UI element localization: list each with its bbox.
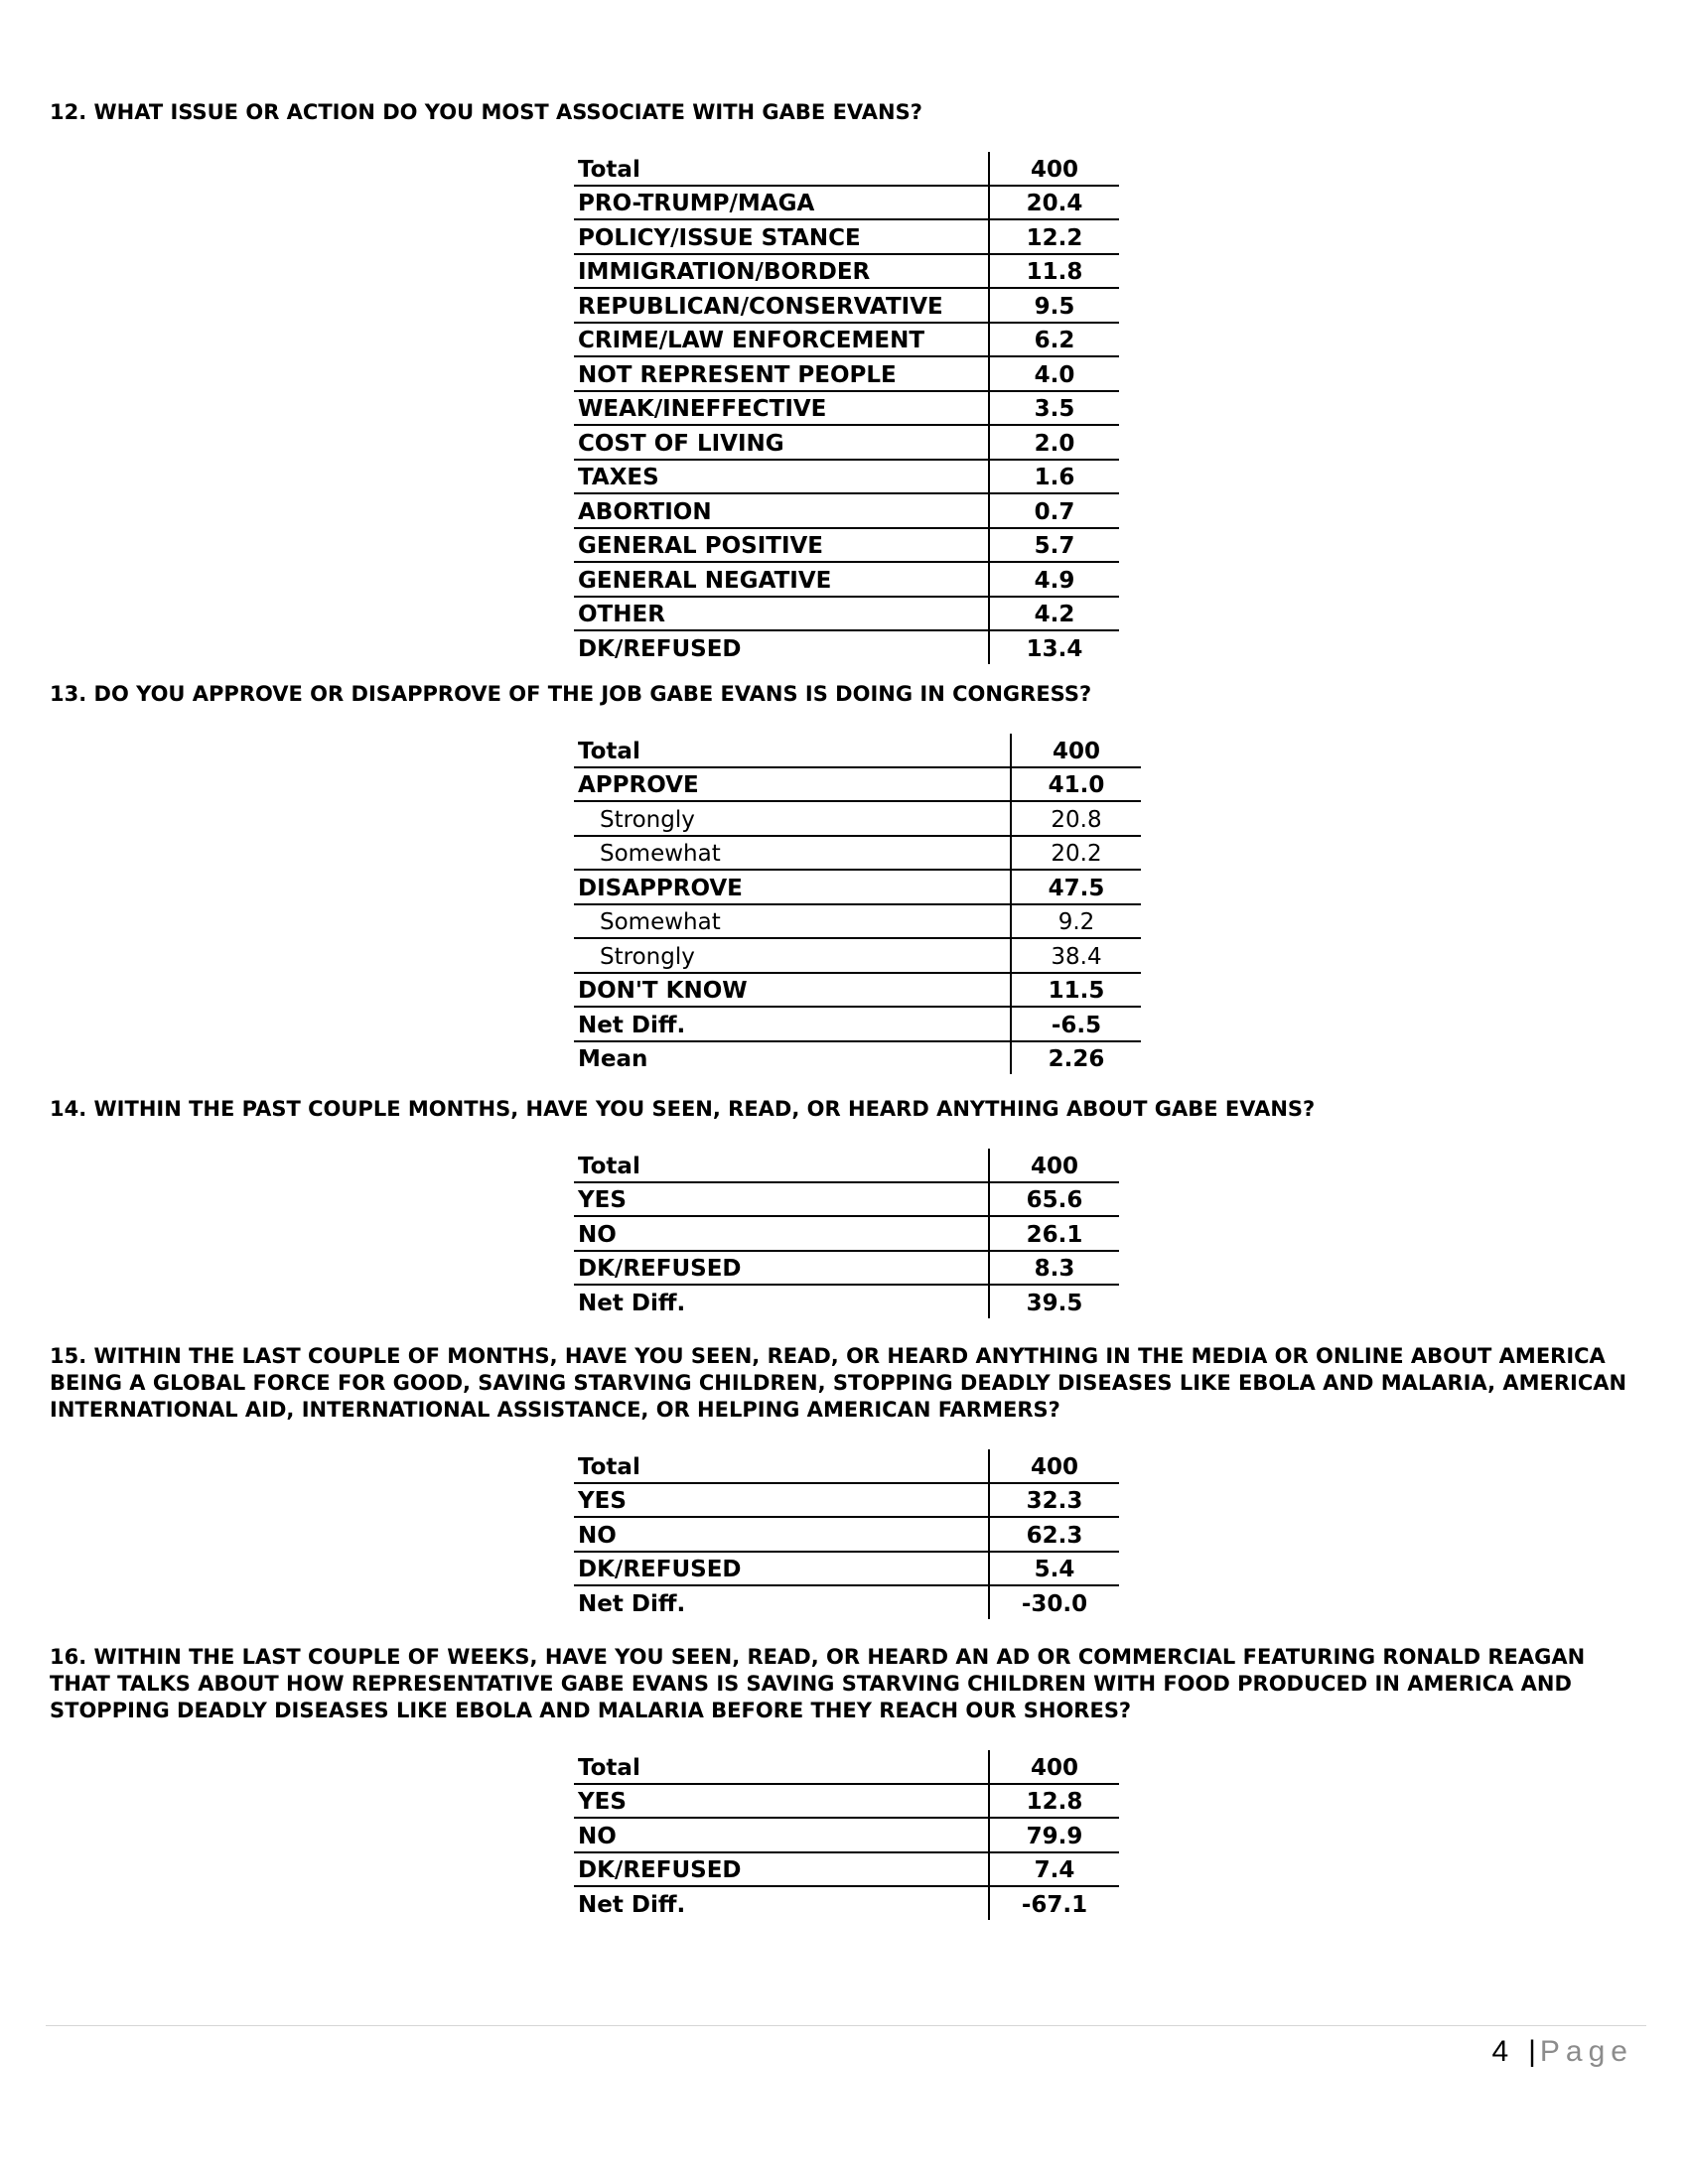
question-13-table — [574, 734, 1141, 1074]
table-row — [574, 1818, 1119, 1852]
row-label: POLICY/ISSUE STANCE — [574, 219, 989, 254]
row-value: 20.2 — [1011, 836, 1141, 871]
row-label: Strongly — [574, 801, 1011, 836]
question-15-table — [574, 1449, 1119, 1619]
row-value: 1.6 — [989, 460, 1119, 494]
row-label: COST OF LIVING — [574, 425, 989, 460]
table-row — [574, 1149, 1119, 1182]
row-value: 38.4 — [1011, 938, 1141, 973]
table-row — [574, 528, 1119, 563]
row-value: 0.7 — [989, 493, 1119, 528]
row-value: 12.2 — [989, 219, 1119, 254]
row-label: Net Diff. — [578, 1590, 686, 1617]
footer-divider — [46, 2025, 1646, 2026]
row-value: 26.1 — [989, 1216, 1119, 1251]
row-label: Mean — [578, 1046, 648, 1072]
row-label: ABORTION — [574, 493, 989, 528]
table-row — [574, 938, 1141, 973]
row-value: 11.5 — [1011, 973, 1141, 1008]
row-value: 4.0 — [989, 356, 1119, 391]
question-12-text: 12. WHAT ISSUE OR ACTION DO YOU MOST ASSOCIATE WITH GABE EVANS? — [50, 100, 922, 124]
table-row — [574, 836, 1141, 871]
row-value: 11.8 — [989, 254, 1119, 289]
row-label: YES — [574, 1483, 989, 1518]
row-label: Somewhat — [574, 836, 1011, 871]
row-label: CRIME/LAW ENFORCEMENT — [574, 323, 989, 357]
page-number-separator: | — [1528, 2035, 1536, 2068]
table-row — [574, 1517, 1119, 1552]
table-row — [574, 288, 1119, 323]
table-row — [574, 1784, 1119, 1819]
row-value: 8.3 — [989, 1251, 1119, 1286]
page-number — [1491, 2035, 1633, 2069]
table-row — [574, 1552, 1119, 1586]
row-value: 79.9 — [989, 1818, 1119, 1852]
row-value: 9.5 — [989, 288, 1119, 323]
row-value: 13.4 — [989, 630, 1119, 664]
question-12-table — [574, 152, 1119, 664]
question-13-text: 13. DO YOU APPROVE OR DISAPPROVE OF THE JOB GABE EVANS IS DOING IN CONGRESS? — [50, 682, 1092, 706]
table-row — [574, 1041, 1141, 1075]
row-value: -30.0 — [989, 1585, 1119, 1619]
table-row — [574, 1285, 1119, 1318]
row-label: Net Diff. — [578, 1891, 686, 1918]
row-label: Total — [574, 1449, 989, 1483]
table-row — [574, 493, 1119, 528]
table-row — [574, 562, 1119, 597]
row-label: NOT REPRESENT PEOPLE — [574, 356, 989, 391]
row-value: 400 — [989, 1750, 1119, 1784]
row-label: DK/REFUSED — [574, 1251, 989, 1286]
table-row — [574, 254, 1119, 289]
table-row — [574, 152, 1119, 186]
row-label: Net Diff. — [578, 1290, 686, 1316]
table-row — [574, 1750, 1119, 1784]
row-value: 5.4 — [989, 1552, 1119, 1586]
row-value: 4.9 — [989, 562, 1119, 597]
q13-rows — [574, 734, 1141, 1074]
table-row — [574, 801, 1141, 836]
table-row — [574, 973, 1141, 1008]
row-label: Net Diff. — [574, 1007, 1011, 1041]
row-label: YES — [574, 1182, 989, 1217]
row-value: 400 — [989, 1149, 1119, 1182]
question-16-text: 16. WITHIN THE LAST COUPLE OF WEEKS, HAVE YOU SEEN, READ, OR HEARD AN AD OR COMMERCIAL FEATURING RONALD REAGAN THAT TALKS ABOUT HOW REPRESENTATIVE GABE EVANS IS SAVING STARVING CHILDREN WITH FOOD PRODUCED IN AMERICA AND STOPPING DEADLY DISEASES LIKE EBOLA AND MALARIA BEFORE THEY REACH OUR SHORES? — [50, 1645, 1586, 1722]
row-value: 65.6 — [989, 1182, 1119, 1217]
table-row — [574, 1449, 1119, 1483]
row-value: 400 — [1011, 734, 1141, 767]
table-row — [574, 186, 1119, 220]
row-label: Total — [574, 1149, 989, 1182]
row-value: 62.3 — [989, 1517, 1119, 1552]
question-14-text: 14. WITHIN THE PAST COUPLE MONTHS, HAVE YOU SEEN, READ, OR HEARD ANYTHING ABOUT GABE EVANS? — [50, 1097, 1316, 1121]
row-label: Total — [574, 734, 1011, 767]
table-row — [574, 1251, 1119, 1286]
row-value: 9.2 — [1011, 904, 1141, 939]
row-value: 5.7 — [989, 528, 1119, 563]
row-label: DK/REFUSED — [574, 1852, 989, 1887]
row-value: 7.4 — [989, 1852, 1119, 1887]
row-label: DK/REFUSED — [574, 1552, 989, 1586]
row-label: Total — [574, 152, 989, 186]
row-value: 4.2 — [989, 597, 1119, 631]
row-label: Somewhat — [574, 904, 1011, 939]
question-16-table — [574, 1750, 1119, 1920]
question-14-table — [574, 1149, 1119, 1318]
row-value: 20.8 — [1011, 801, 1141, 836]
row-value: 400 — [989, 152, 1119, 186]
row-label: Strongly — [574, 938, 1011, 973]
table-row — [574, 1886, 1119, 1920]
row-label: NO — [574, 1818, 989, 1852]
q16-rows — [574, 1750, 1119, 1920]
row-value: 32.3 — [989, 1483, 1119, 1518]
table-row — [574, 597, 1119, 631]
row-label: OTHER — [574, 597, 989, 631]
page-number-value: 4 — [1491, 2035, 1509, 2068]
row-label: DK/REFUSED — [578, 635, 742, 662]
row-value: 12.8 — [989, 1784, 1119, 1819]
row-label: PRO-TRUMP/MAGA — [574, 186, 989, 220]
table-row — [574, 1585, 1119, 1619]
row-label: NO — [574, 1216, 989, 1251]
row-label: GENERAL NEGATIVE — [574, 562, 989, 597]
row-value: 6.2 — [989, 323, 1119, 357]
table-row — [574, 1007, 1141, 1041]
row-label: GENERAL POSITIVE — [574, 528, 989, 563]
table-row — [574, 767, 1141, 802]
row-value: 400 — [989, 1449, 1119, 1483]
table-row — [574, 425, 1119, 460]
row-label: Total — [574, 1750, 989, 1784]
row-label: NO — [574, 1517, 989, 1552]
row-value: -6.5 — [1011, 1007, 1141, 1041]
q15-rows — [574, 1449, 1119, 1619]
q12-rows — [574, 152, 1119, 664]
row-label: DISAPPROVE — [574, 870, 1011, 904]
row-label: YES — [574, 1784, 989, 1819]
row-label: DON'T KNOW — [574, 973, 1011, 1008]
row-value: 20.4 — [989, 186, 1119, 220]
page-word: Page — [1539, 2035, 1633, 2068]
table-row — [574, 1483, 1119, 1518]
row-label: IMMIGRATION/BORDER — [574, 254, 989, 289]
row-value: -67.1 — [989, 1886, 1119, 1920]
row-label: TAXES — [574, 460, 989, 494]
row-label: WEAK/INEFFECTIVE — [574, 391, 989, 426]
row-value: 47.5 — [1011, 870, 1141, 904]
row-value: 41.0 — [1011, 767, 1141, 802]
row-label: APPROVE — [574, 767, 1011, 802]
table-row — [574, 391, 1119, 426]
table-row — [574, 1852, 1119, 1887]
table-row — [574, 460, 1119, 494]
table-row — [574, 356, 1119, 391]
row-value: 2.26 — [1011, 1041, 1141, 1075]
table-row — [574, 870, 1141, 904]
row-value: 39.5 — [989, 1285, 1119, 1318]
q14-rows — [574, 1149, 1119, 1318]
table-row — [574, 734, 1141, 767]
row-value: 2.0 — [989, 425, 1119, 460]
table-row — [574, 1216, 1119, 1251]
row-value: 3.5 — [989, 391, 1119, 426]
question-15-text: 15. WITHIN THE LAST COUPLE OF MONTHS, HAVE YOU SEEN, READ, OR HEARD ANYTHING IN THE MEDIA OR ONLINE ABOUT AMERICA BEING A GLOBAL FORCE FOR GOOD, SAVING STARVING CHILDREN, STOPPING DEADLY DISEASES LIKE EBOLA AND MALARIA, AMERICAN INTERNATIONAL AID, INTERNATIONAL ASSISTANCE, OR HELPING AMERICAN FARMERS? — [50, 1344, 1627, 1422]
table-row — [574, 219, 1119, 254]
table-row — [574, 904, 1141, 939]
table-row — [574, 323, 1119, 357]
table-row — [574, 1182, 1119, 1217]
row-label: REPUBLICAN/CONSERVATIVE — [574, 288, 989, 323]
table-row — [574, 630, 1119, 664]
